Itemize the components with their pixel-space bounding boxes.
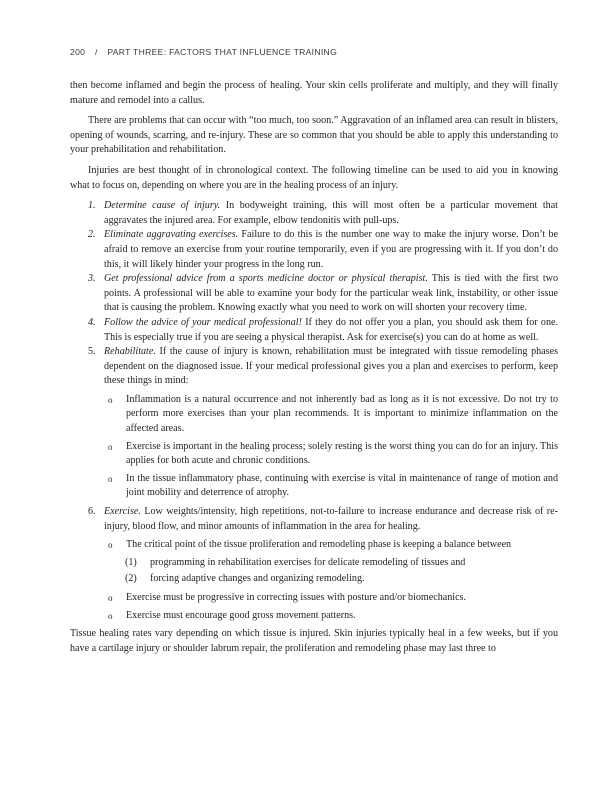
step-number: 6. (88, 506, 96, 518)
sub-text: forcing adaptive changes and organizing remodeling. (150, 573, 365, 585)
bullet-item (70, 393, 558, 437)
bullet-marker: o (108, 441, 113, 452)
bullet-item (70, 538, 558, 587)
sub-list (70, 556, 558, 587)
step-text: In bodyweight training, this will most often be a particular movement that aggravates the injured area. For example, elbow tendonitis with pull-ups. (104, 200, 558, 226)
timeline-step (70, 505, 558, 623)
bullet-text: Inflammation is a natural occurrence and not inherently bad as long as it is not excessive. Do not try to perform more exercises than your plan recommends. It is important to minimize inflammation on the affected areas. (126, 393, 558, 435)
sub-text: programming in rehabilitation exercises for delicate remodeling of tissues and (150, 556, 466, 568)
paragraph: Injuries are best thought of in chronological context. The following timeline can be used to aid you in knowing what to focus on, depending on where you are in the healing process of an injury. (70, 164, 558, 191)
step-text: This is tied with the first two points. A professional will be able to examine your body for the particular weak link, instability, or other issue that is causing the problem. Knowing exactly what you need to work on will shorten your recovery time. (104, 273, 558, 314)
bullet-item (70, 472, 558, 501)
paragraph: There are problems that can occur with “too much, too soon.” Aggravation of an inflamed area can result in blisters, opening of wounds, scarring, and re-injury. These are so common that you should be able to apply this understanding to your prehabilitation and rehabilitation. (70, 115, 558, 156)
step-text: Failure to do this is the number one way to make the injury worse. Don’t be afraid to remove an exercise from your routine temporarily, even if you are progressing with it. If you don’t do this, it will likely hinder your progress in the long run. (104, 229, 558, 270)
paragraph: then become inflamed and begin the process of healing. Your skin cells proliferate and multiply, and they will finally mature and remodel into a callus. (70, 80, 558, 106)
step-number: 1. (88, 200, 96, 212)
step-lead: Get professional advice from a sports medicine doctor or physical therapist. (104, 273, 428, 285)
timeline-step (70, 228, 558, 272)
timeline-step (70, 199, 558, 228)
page-body (70, 79, 558, 656)
step-text: If the cause of injury is known, rehabilitation must be integrated with tissue remodeling phases dependent on the diagnosed issue. If your medical professional gives you a plan and exercises to perform, keep these things in mind: (104, 346, 558, 387)
step-lead: Exercise. (104, 506, 141, 518)
step-number: 5. (88, 346, 96, 358)
sub-number: (1) (125, 556, 137, 568)
bullet-marker: o (108, 610, 113, 621)
bullet-text: Exercise must be progressive in correcting issues with posture and/or biomechanics. (126, 592, 467, 603)
bullet-text: In the tissue inflammatory phase, continuing with exercise is vital in maintenance of range of motion and joint mobility and deterrence of atrophy. (126, 472, 558, 499)
injury-timeline-list (70, 199, 558, 623)
header-separator: / (94, 47, 98, 57)
exercise-bullet-list (70, 538, 558, 623)
bullet-item (70, 440, 558, 469)
page-number: 200 (70, 47, 86, 57)
bullet-text: The critical point of the tissue proliferation and remodeling phase is keeping a balance between (126, 539, 512, 551)
step-text: If they do not offer you a plan, you should ask them for one. This is especially true if you are seeing a physical therapist. Ask for exercise(s) you can do at home as well. (104, 316, 558, 343)
step-lead: Determine cause of injury. (104, 200, 221, 212)
step-text: Low weights/intensity, high repetitions, not-to-failure to increase endurance and decrease risk of re-injury, blood flow, and minor amounts of inflammation in the area for healing. (104, 506, 558, 532)
step-number: 3. (88, 273, 96, 285)
bullet-text: Exercise is important in the healing process; solely resting is the worst thing you can do for an injury. This applies for both acute and chronic conditions. (126, 440, 558, 467)
section-title: PART THREE: FACTORS THAT INFLUENCE TRAINING (107, 47, 338, 57)
bullet-marker: o (108, 473, 113, 484)
bullet-marker: o (108, 593, 113, 603)
bullet-marker: o (108, 394, 113, 405)
timeline-step (70, 345, 558, 501)
timeline-step (70, 272, 558, 316)
bullet-text: Exercise must encourage good gross movement patterns. (126, 609, 356, 621)
bullet-item (70, 591, 558, 606)
bullet-marker: o (108, 540, 113, 551)
step-lead: Eliminate aggravating exercises. (104, 229, 239, 241)
closing-paragraph: Tissue healing rates vary depending on which tissue is injured. Skin injuries typically heal in a few weeks, but if you have a cartilage injury or shoulder labrum repair, the proliferation and remodeling phase may last three to (70, 628, 558, 654)
running-header (70, 47, 337, 57)
rehab-bullet-list (70, 393, 558, 501)
step-lead: Follow the advice of your medical professional! (104, 316, 302, 328)
bullet-item (70, 609, 558, 624)
sub-item (70, 556, 558, 571)
step-number: 4. (88, 316, 96, 328)
sub-number: (2) (125, 573, 137, 585)
step-number: 2. (88, 229, 96, 241)
step-lead: Rehabilitate. (104, 346, 156, 358)
sub-item (70, 572, 558, 587)
timeline-step (70, 316, 558, 345)
